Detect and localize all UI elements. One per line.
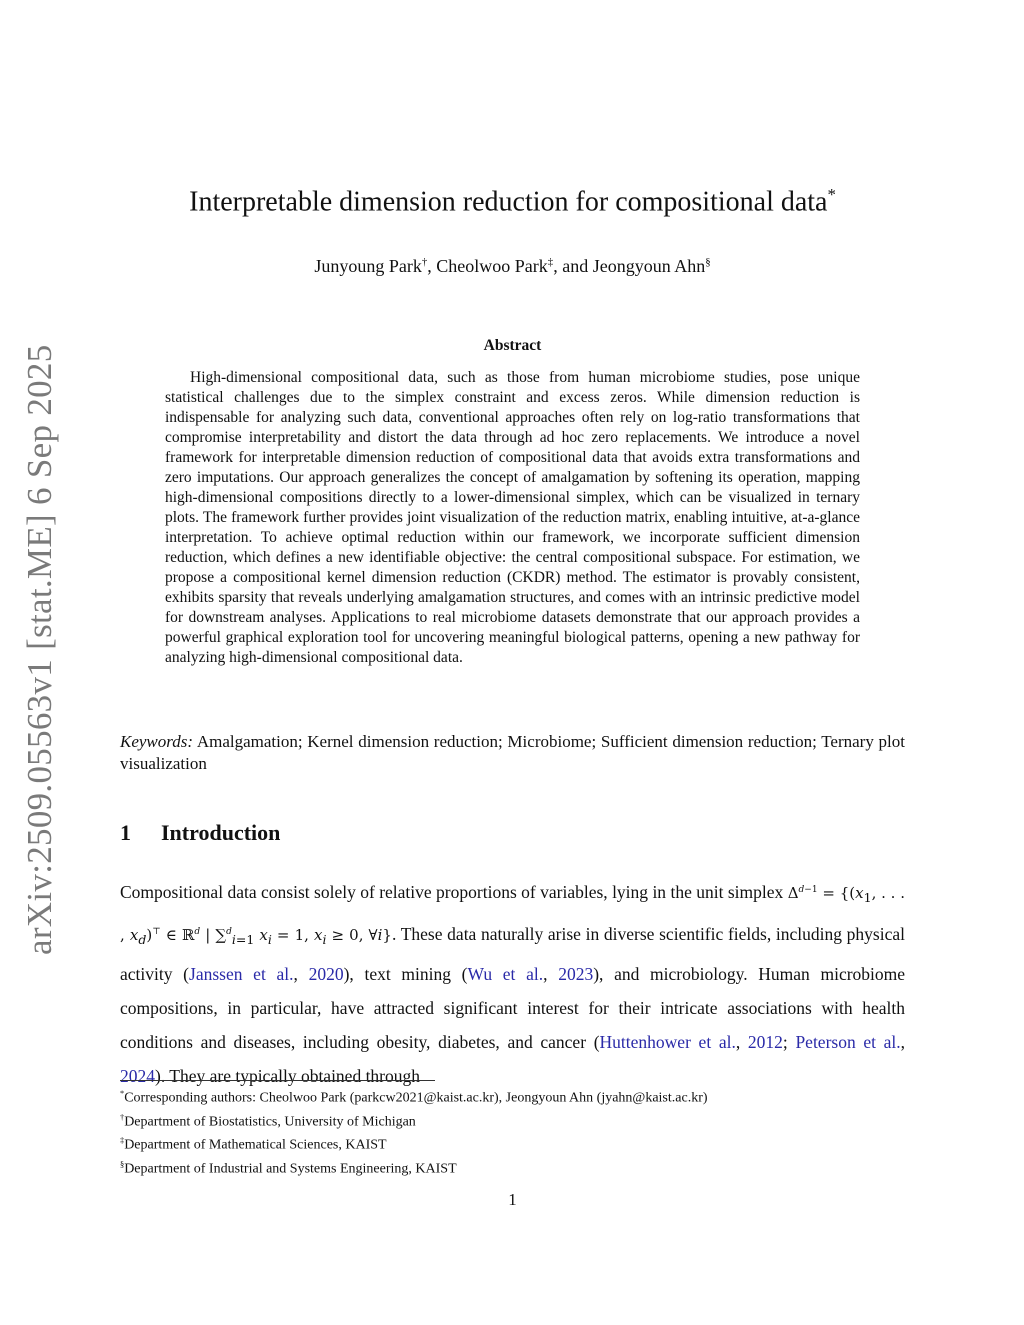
keywords xyxy=(120,731,905,775)
citation-year-link[interactable]: 2023 xyxy=(558,964,594,984)
citation-link[interactable]: Wu et al. xyxy=(467,964,544,984)
citation-link[interactable]: Huttenhower et al. xyxy=(599,1032,736,1052)
footnote xyxy=(120,1108,905,1132)
citation-year-link[interactable]: 2020 xyxy=(308,964,344,984)
intro-text: ). They are typically obtained through xyxy=(155,1066,421,1086)
author-mark: § xyxy=(705,256,711,268)
footnote-mark: * xyxy=(120,1089,125,1098)
author-name: Jeongyoun Ahn xyxy=(592,256,706,276)
simplex-formula: $\Delta^{d-1} = \{(x_1$, . . . , $x_d)^⊤$ ∈ ℝ$^d$ | ∑$^d_{i=1}$ $x_i = 1$, $x_i \ge 0$, ∀i} xyxy=(120,884,906,947)
abstract-text: High-dimensional compositional data, such as those from human microbiome studies, pose unique statistical challenges due to the simplex constraint and excess zeros. While dimension reduction is indispensable for analyzing such data, conventional approaches often rely on log-ratio transformations that compromise interpretability and distort the data through ad hoc zero replacements. We introduce a novel framework for interpretable dimension reduction of compositional data that avoids extra transformations and zero imputations. Our approach generalizes the concept of amalgamation by softening its operation, mapping high-dimensional compositions directly to a lower-dimensional simplex, which can be visualized in ternary plots. The framework further provides joint visualization of the reduction matrix, enabling intuitive, at-a-glance interpretation. To achieve optimal reduction within our framework, we incorporate sufficient dimension reduction, which defines a new identifiable objective: the central compositional subspace. For estimation, we propose a compositional kernel dimension reduction (CKDR) method. The estimator is provably consistent, exhibits sparsity that reveals underlying amalgamation structures, and comes with an intrinsic predictive model for downstream analyses. Applications to real microbiome datasets demonstrate that our approach provides a powerful graphical exploration tool for uncovering meaningful biological patterns, opening a new pathway for analyzing high-dimensional compositional data. xyxy=(165,369,860,666)
intro-text: ), and microbiology. Human microbiome compositions, in particular, have attracted significant interest for their intricate associations with health conditions and diseases, including obesity, diabetes, and cancer ( xyxy=(120,964,906,1052)
footnote xyxy=(120,1155,905,1179)
arxiv-stamp: arXiv:2509.05563v1 [stat.ME] 6 Sep 2025 xyxy=(20,344,59,955)
footnote-mark: ‡ xyxy=(120,1136,125,1146)
citation-year-link[interactable]: 2012 xyxy=(747,1032,783,1052)
author-name: Junyoung Park xyxy=(314,256,422,276)
section-heading xyxy=(120,820,280,846)
citation-link[interactable]: Janssen et al. xyxy=(189,964,294,984)
footnote-mark: § xyxy=(120,1159,125,1169)
page-number: 1 xyxy=(508,1190,517,1209)
section-title: Introduction xyxy=(161,820,281,845)
intro-paragraph: Compositional data consist solely of relative proportions of variables, lying in the unit simplex $\Delta^{d-1} = \{(x_1$, . . . , $x_d)^⊤$ ∈ ℝ$^d$ | ∑$^d_{i=1}$ $x_i = 1$, $x_i \ge 0$, ∀i}. These data naturally arise in diverse scientific fields, including physical activity (Janssen et al., 2020), text mining (Wu et al., 2023), and microbiology. Human microbiome compositions, in particular, have attracted significant interest for their intricate associations with health conditions and diseases, including obesity, diabetes, and cancer (Huttenhower et al., 2012; Peterson et al., 2024). They are typically obtained through xyxy=(120,882,906,1086)
abstract-heading: Abstract xyxy=(483,337,542,354)
keywords-text: Amalgamation; Kernel dimension reduction; Microbiome; Sufficient dimension reduction; Ternary plot visualization xyxy=(120,732,906,773)
keywords-label: Keywords: xyxy=(120,732,194,751)
intro-text: . These data naturally arise in diverse scientific fields, including physical activity ( xyxy=(120,924,905,984)
author-separator: , xyxy=(427,256,437,276)
intro-text: Compositional data consist solely of relative proportions of variables, lying in the unit simplex xyxy=(120,882,784,902)
footnote xyxy=(120,1084,905,1108)
citation-separator: ; xyxy=(782,1032,796,1052)
author-list xyxy=(120,256,905,277)
citation-year-link[interactable]: 2024 xyxy=(120,1066,155,1086)
footnotes xyxy=(120,1084,905,1179)
footnote xyxy=(120,1131,905,1155)
paper-title xyxy=(120,185,905,218)
footnote-text: Department of Mathematical Sciences, KAIST xyxy=(124,1137,387,1153)
intro-text: ), text mining ( xyxy=(343,964,468,984)
section-number: 1 xyxy=(120,820,131,845)
footnote-mark: † xyxy=(120,1112,125,1122)
footnote-divider xyxy=(120,1080,435,1081)
title-text: Interpretable dimension reduction for compositional data xyxy=(189,186,828,218)
footnote-text: Department of Industrial and Systems Engineering, KAIST xyxy=(124,1161,457,1177)
author-mark: ‡ xyxy=(547,256,554,268)
title-footnote-mark: * xyxy=(827,185,836,204)
citation-link[interactable]: Peterson et al. xyxy=(795,1032,901,1052)
author-separator: , and xyxy=(553,256,593,276)
author-mark: † xyxy=(421,256,428,268)
footnote-text: Department of Biostatistics, University of Michigan xyxy=(124,1114,416,1130)
footnote-text: Corresponding authors: Cheolwoo Park (parkcw2021@kaist.ac.kr), Jeongyoun Ahn (jyahn@kaist.ac.kr) xyxy=(124,1090,708,1106)
author-name: Cheolwoo Park xyxy=(436,256,548,276)
